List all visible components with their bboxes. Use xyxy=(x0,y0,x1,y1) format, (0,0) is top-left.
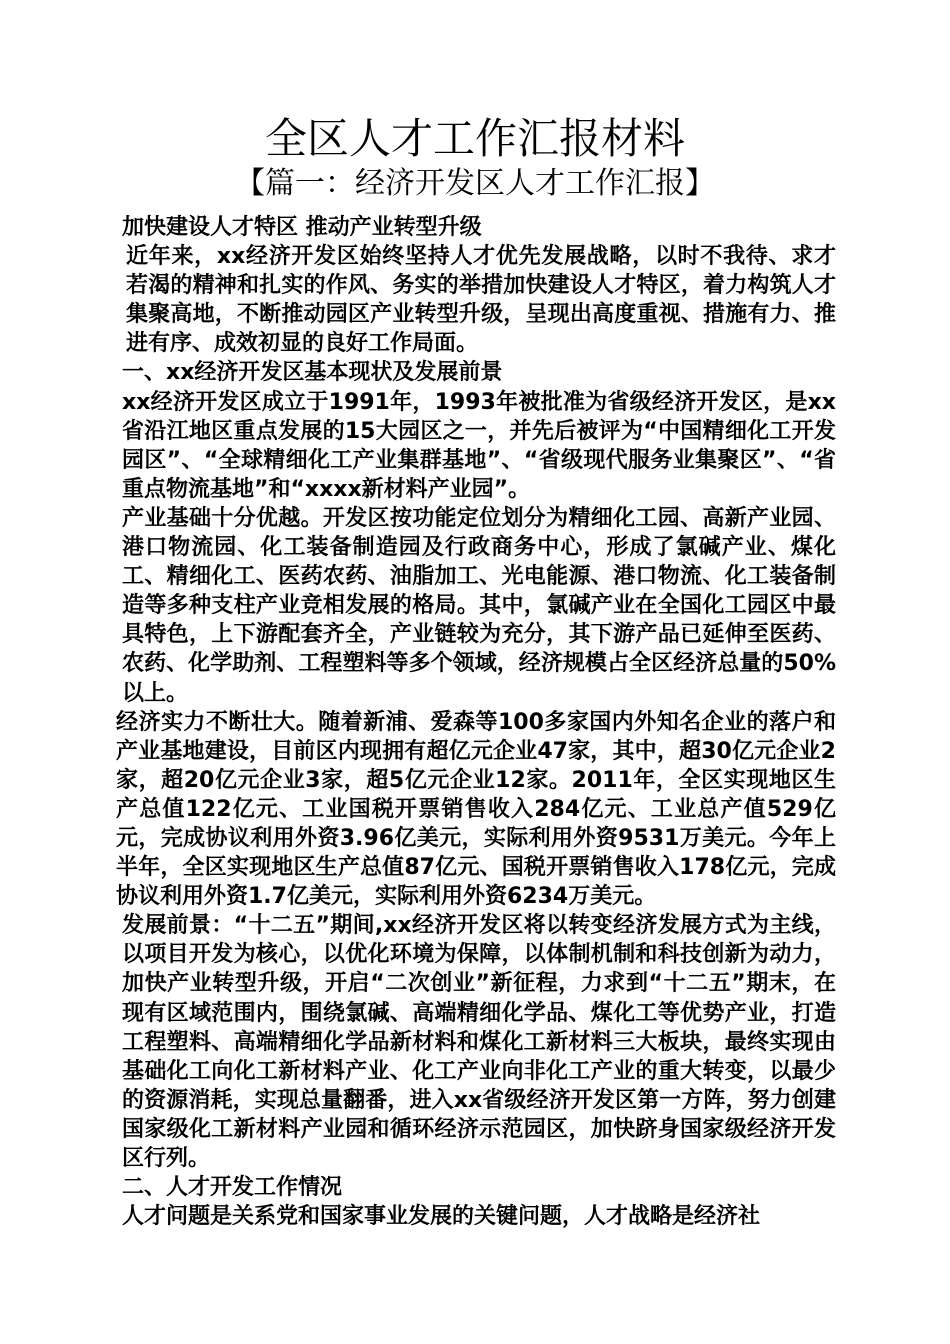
section-heading: 二、人才开发工作情况 xyxy=(122,1175,343,1201)
paragraph: xx经济开发区成立于1991年，1993年被批准为省级经济开发区，是xx省沿江地区重点发展的15大园区之一，并先后被评为“中国精细化工开发园区”、“全球精细化工产业集群基地”、“省级现代服务业集聚区”、“省重点物流基地”和“xxxx新材料产业园”。 xyxy=(122,389,836,502)
paragraph: 人才问题是关系党和国家事业发展的关键问题，人才战略是经济社 xyxy=(122,1204,761,1230)
section-heading: 一、xx经济开发区基本现状及发展前景 xyxy=(122,360,503,386)
document-body xyxy=(116,213,836,1231)
paragraph: 近年来，xx经济开发区始终坚持人才优先发展战略，以时不我待、求才若渴的精神和扎实的作风、务实的举措加快建设人才特区，着力构筑人才集聚高地，不断推动园区产业转型升级，呈现出高度重视、措施有力、推进有序、成效初显的良好工作局面。 xyxy=(126,244,836,357)
paragraph: 经济实力不断壮大。随着新浦、爱森等100多家国内外知名企业的落户和产业基地建设，目前区内现拥有超亿元企业47家，其中，超30亿元企业2家，超20亿元企业3家，超5亿元企业12家。2011年，全区实现地区生产总值122亿元、工业国税开票销售收入284亿元、工业总产值529亿元，完成协议利用外资3.96亿美元，实际利用外资9531万美元。今年上半年，全区实现地区生产总值87亿元、国税开票销售收入178亿元，完成协议利用外资1.7亿美元，实际利用外资6234万美元。 xyxy=(116,709,836,910)
paragraph: 发展前景：“十二五”期间,xx经济开发区将以转变经济发展方式为主线，以项目开发为核心，以优化环境为保障，以体制机制和科技创新为动力，加快产业转型升级，开启“二次创业”新征程，力求到“十二五”期末，在现有区域范围内，围绕氯碱、高端精细化学品、煤化工等优势产业，打造工程塑料、高端精细化学品新材料和煤化工新材料三大板块，最终实现由基础化工向化工新材料产业、化工产业向非化工产业的重大转变，以最少的资源消耗，实现总量翻番，进入xx省级经济开发区第一方阵，努力创建国家级化工新材料产业园和循环经济示范园区，加快跻身国家级经济开发区行列。 xyxy=(122,913,836,1171)
document-subtitle: 【篇一：经济开发区人才工作汇报】 xyxy=(235,166,715,201)
paragraph: 产业基础十分优越。开发区按功能定位划分为精细化工园、高新产业园、港口物流园、化工装备制造园及行政商务中心，形成了氯碱产业、煤化工、精细化工、医药农药、油脂加工、光电能源、港口物流、化工装备制造等多种支柱产业竞相发展的格局。其中，氯碱产业在全国化工园区中最具特色，上下游配套齐全，产业链较为充分，其下游产品已延伸至医药、农药、化学助剂、工程塑料等多个领域，经济规模占全区经济总量的50%以上。 xyxy=(122,505,836,706)
document-title: 全区人才工作汇报材料 xyxy=(264,114,685,163)
section-heading: 加快建设人才特区 推动产业转型升级 xyxy=(122,215,482,240)
